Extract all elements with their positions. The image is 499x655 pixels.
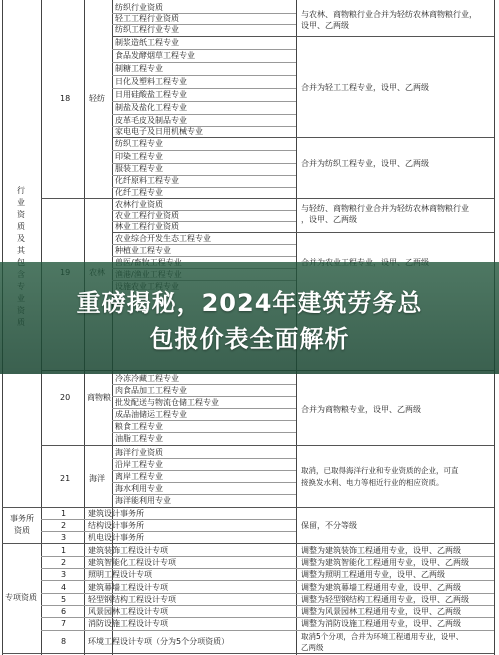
row-number: 21: [60, 474, 71, 483]
note-text: 保留，不分等级: [301, 521, 357, 530]
list-item: 成品油储运工程专业: [115, 410, 187, 419]
note-text: ，设甲、乙两级: [301, 215, 357, 224]
list-item: 海洋行业资质: [115, 448, 163, 457]
list-item: 肉食品加工工程专业: [115, 386, 187, 395]
note-text: 合并为商物粮专业，设甲、乙两级: [301, 405, 421, 414]
note-text: 合并为轻工工程专业，设甲、乙两级: [301, 83, 429, 92]
list-item: 油脂工程专业: [115, 434, 163, 443]
note-text: 调整为建筑装饰工程通用专业，设甲、乙两级: [301, 546, 461, 555]
category-name: 专项资质: [5, 593, 37, 602]
list-item: 批发配送与物流仓储工程专业: [115, 398, 219, 407]
list-item: 建筑幕墙工程设计专项: [88, 583, 168, 592]
item-number: 1: [61, 546, 67, 555]
list-item: 食品发酵烟草工程专业: [115, 51, 195, 60]
note-text: 取消5个分项，合并为环境工程通用专业，设甲、: [301, 632, 464, 641]
list-item: 化纤原料工程专业: [115, 176, 179, 185]
list-item: 化纤工程专业: [115, 188, 163, 197]
item-number: 7: [61, 619, 67, 628]
list-item: 家电电子及日用机械专业: [115, 127, 203, 136]
note-text: 与轻纺、商物粮行业合并为轻纺农林商物粮行业: [301, 204, 469, 213]
list-item: 种植业工程专业: [115, 246, 171, 255]
list-item: 沿岸工程专业: [115, 460, 163, 469]
item-number: 6: [61, 607, 67, 616]
list-item: 冷冻冷藏工程专业: [115, 374, 179, 383]
industry-name: 商物粮: [87, 393, 111, 402]
item-number: 2: [61, 521, 67, 530]
headline-title-line-1: 重磅揭秘，2024年建筑劳务总: [76, 289, 423, 317]
list-item: 照明工程设计专项: [88, 570, 152, 579]
list-item: 海洋能利用专业: [115, 496, 171, 505]
item-number: 2: [61, 558, 67, 567]
list-item: 纺织工程行业专业: [115, 25, 179, 34]
item-number: 3: [61, 570, 67, 579]
item-number: 5: [61, 595, 67, 604]
list-item: 轻型钢结构工程设计专项: [88, 595, 176, 604]
note-text: 调整为建筑智能化工程通用专业，设甲、乙两级: [301, 558, 469, 567]
list-item: 服装工程专业: [115, 164, 163, 173]
list-item: 纺织工程专业: [115, 139, 163, 148]
item-number: 4: [61, 583, 67, 592]
list-item: 粮食工程专业: [115, 422, 163, 431]
list-item: 农业工程行业资质: [115, 211, 179, 220]
industry-name: 轻纺: [89, 94, 105, 103]
item-number: 3: [61, 533, 67, 542]
list-item: 制浆造纸工程专业: [115, 38, 179, 47]
note-text: 与农林、商物粮行业合并为轻纺农林商物粮行业，: [301, 10, 477, 19]
list-item: 离岸工程专业: [115, 472, 163, 481]
list-item: 农林行业资质: [115, 200, 163, 209]
list-item: 轻工工程行业资质: [115, 14, 179, 23]
list-item: 日用硅酸盐工程专业: [115, 90, 187, 99]
item-number: 1: [61, 509, 67, 518]
item-number: 8: [61, 637, 67, 646]
list-item: 皮革毛皮及制品专业: [115, 116, 187, 125]
note-text: 调整为消防设施工程通用专业，设甲、乙两级: [301, 619, 461, 628]
note-text: 乙两级: [301, 643, 324, 652]
list-item: 制盐及盐化工程专业: [115, 103, 187, 112]
list-item: 结构设计事务所: [88, 521, 144, 530]
list-item: 环境工程设计专项（分为5个分项资质）: [88, 637, 230, 646]
list-item: 建筑智能化工程设计专项: [88, 558, 176, 567]
list-item: 机电设计事务所: [88, 533, 144, 542]
list-item: 制糖工程专业: [115, 64, 163, 73]
headline-banner: [0, 262, 499, 374]
list-item: 日化及塑料工程专业: [115, 77, 187, 86]
note-text: 合并为纺织工程专业，设甲、乙两级: [301, 159, 429, 168]
list-item: 林业工程行业资质: [115, 222, 179, 231]
list-item: 海水利用专业: [115, 484, 163, 493]
note-text: 调整为轻型钢结构工程通用专业，设甲、乙两级: [301, 595, 469, 604]
list-item: 建筑装饰工程设计专项: [88, 546, 168, 555]
note-text: 调整为风景园林工程通用专业，设甲、乙两级: [301, 607, 461, 616]
list-item: 农业综合开发生态工程专业: [115, 234, 211, 243]
row-number: 18: [60, 94, 71, 103]
headline-title-line-2: 包报价表全面解析: [149, 325, 350, 353]
note-text: 取消，已取得海洋行业和专业资质的企业，可直: [301, 466, 459, 475]
section-label-vertical: 行 业 资 质 及 其: [17, 186, 25, 255]
list-item: 消防设施工程设计专项: [88, 619, 168, 628]
list-item: 风景园林工程设计专项: [88, 607, 168, 616]
list-item: 印染工程专业: [115, 152, 163, 161]
list-item: 建筑设计事务所: [88, 509, 144, 518]
row-number: 20: [60, 393, 71, 402]
industry-name: 海洋: [89, 474, 105, 483]
note-text: 调整为照明工程通用专业，设甲、乙两级: [301, 570, 445, 579]
list-item: 纺织行业资质: [115, 3, 163, 12]
note-text: 调整为建筑幕墙工程通用专业，设甲、乙两级: [301, 583, 461, 592]
category-name: 资质: [14, 526, 30, 535]
category-name: 事务所: [10, 514, 34, 523]
note-text: 设甲、乙两级: [301, 21, 349, 30]
note-text: 接换发水利、电力等相近行业的相应资质。: [301, 478, 444, 487]
